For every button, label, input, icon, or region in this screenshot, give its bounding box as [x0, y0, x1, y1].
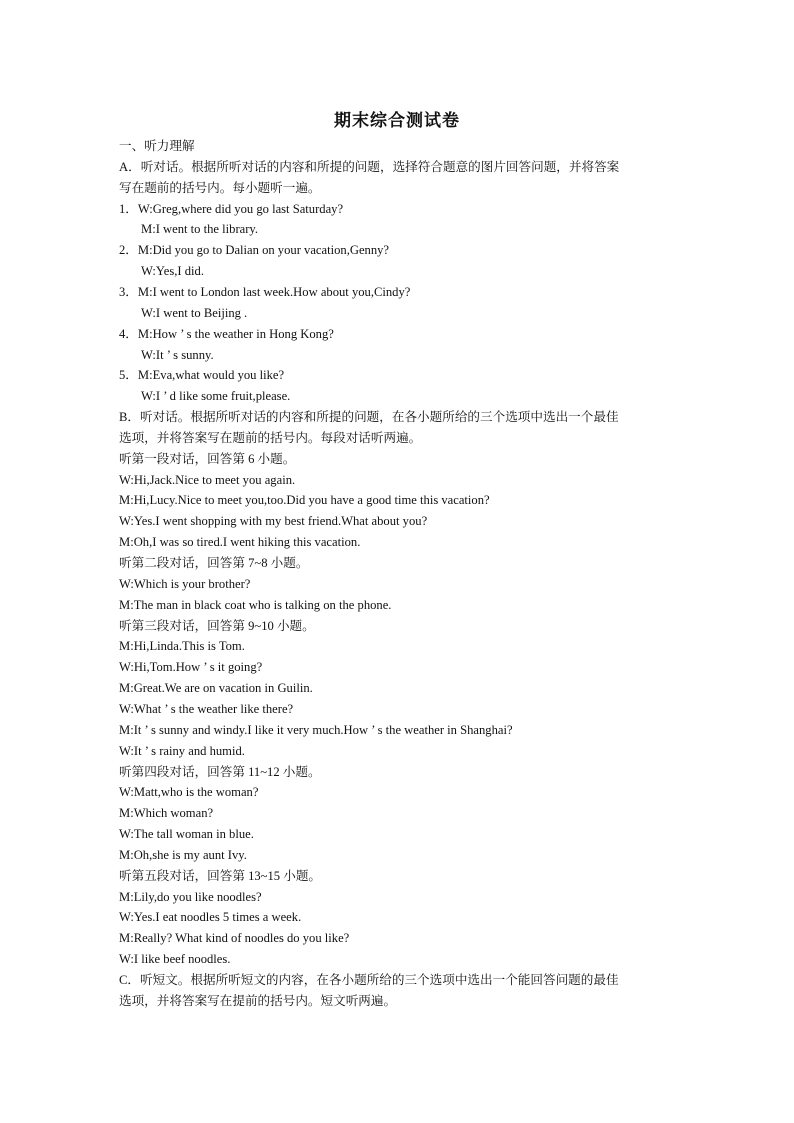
text-line: 2．M:Did you go to Dalian on your vacation,Genny?	[119, 243, 390, 258]
page-title: 期末综合测试卷	[334, 111, 460, 130]
text-line: 听第四段对话，回答第 11~12 小题。	[119, 764, 321, 779]
text-line: M:Lily,do you like noodles?	[119, 889, 262, 904]
text-line: M:I went to the library.	[141, 222, 259, 237]
text-line: 听第五段对话，回答第 13~15 小题。	[119, 868, 322, 883]
text-line: W:It ’ s sunny.	[141, 347, 214, 362]
text-line: M:Great.We are on vacation in Guilin.	[119, 681, 313, 696]
text-line: M:Hi,Linda.This is Tom.	[119, 639, 245, 654]
text-line: 选项，并将答案写在题前的括号内。每段对话听两遍。	[119, 430, 422, 445]
text-line: W:Hi,Tom.How ’ s it going?	[119, 660, 263, 675]
text-line: C．听短文。根据所听短文的内容，在各小题所给的三个选项中选出一个能回答问题的最佳	[119, 973, 619, 987]
text-line: 4．M:How ’ s the weather in Hong Kong?	[119, 326, 334, 341]
text-line: W:I like beef noodles.	[119, 952, 231, 967]
text-line: W:Yes,I did.	[141, 264, 204, 279]
text-line: 3．M:I went to London last week.How about you,Cindy?	[119, 284, 411, 299]
text-line: M:Hi,Lucy.Nice to meet you,too.Did you have a good time this vacation?	[119, 493, 490, 508]
text-line: W:Hi,Jack.Nice to meet you again.	[119, 472, 296, 487]
text-line: W:It ’ s rainy and humid.	[119, 743, 245, 758]
text-line: W:Yes.I eat noodles 5 times a week.	[119, 910, 302, 925]
text-line: 听第二段对话，回答第 7~8 小题。	[119, 556, 309, 570]
text-line: B．听对话。根据所听对话的内容和所提的问题，在各小题所给的三个选项中选出一个最佳	[119, 410, 619, 425]
text-line: 1．W:Greg,where did you go last Saturday?	[119, 201, 344, 216]
text-line: W:I ’ d like some fruit,please.	[141, 389, 291, 404]
text-line: M:Which woman?	[119, 806, 214, 821]
text-line: W:Yes.I went shopping with my best friend.What about you?	[119, 514, 428, 529]
text-line: M:Really? What kind of noodles do you like?	[119, 931, 350, 946]
text-line: W:I went to Beijing .	[141, 305, 248, 320]
text-line: 写在题前的括号内。每小题听一遍。	[119, 180, 321, 195]
text-line: M:The man in black coat who is talking on the phone.	[119, 597, 392, 612]
text-line: W:Matt,who is the woman?	[119, 785, 259, 800]
text-line: M:Oh,she is my aunt Ivy.	[119, 847, 247, 862]
text-line: W:What ’ s the weather like there?	[119, 701, 294, 716]
text-line: W:The tall woman in blue.	[119, 827, 254, 842]
text-line: 听第一段对话，回答第 6 小题。	[119, 451, 296, 466]
text-line: M:It ’ s sunny and windy.I like it very much.How ’ s the weather in Shanghai?	[119, 722, 513, 737]
text-line: 5．M:Eva,what would you like?	[119, 368, 285, 383]
text-line: A．听对话。根据所听对话的内容和所提的问题，选择符合题意的图片回答问题，并将答案	[119, 159, 620, 174]
text-line: 一、听力理解	[119, 139, 195, 153]
text-line: M:Oh,I was so tired.I went hiking this vacation.	[119, 535, 361, 550]
text-line: 听第三段对话，回答第 9~10 小题。	[119, 618, 315, 633]
text-line: 选项，并将答案写在提前的括号内。短文听两遍。	[119, 993, 397, 1008]
text-line: W:Which is your brother?	[119, 576, 251, 591]
